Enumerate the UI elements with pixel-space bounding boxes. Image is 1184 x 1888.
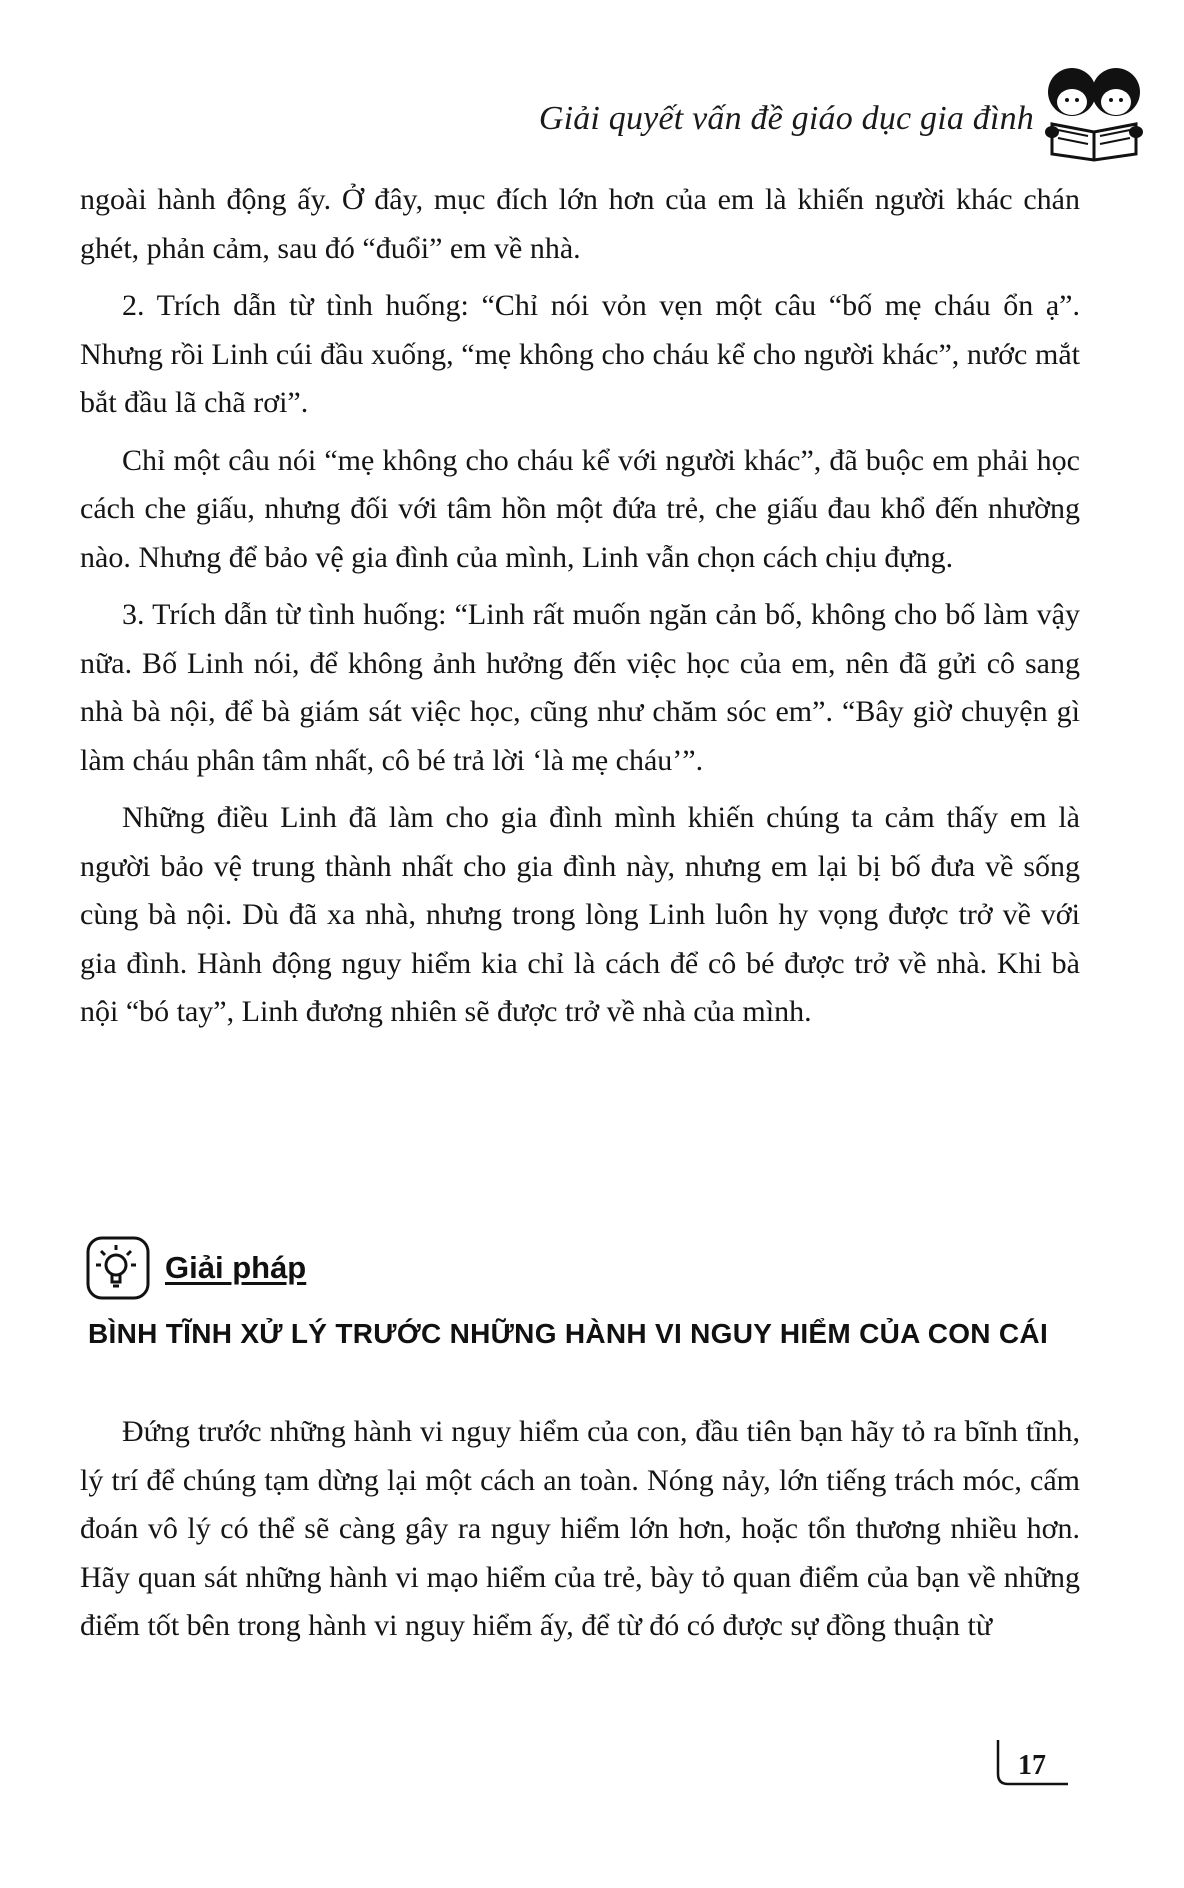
reading-children-icon [1038,62,1150,162]
lightbulb-icon [85,1235,151,1301]
main-text [80,176,1080,1046]
paragraph-analysis-3: Những điều Linh đã làm cho gia đình mình khiến chúng ta cảm thấy em là người bảo vệ trung thành nhất cho gia đình này, nhưng em lại bị bố đưa về sống cùng bà nội. Dù đã xa nhà, nhưng trong lòng Linh luôn hy vọng được trở về với gia đình. Hành động nguy hiểm kia chỉ là cách để cô bé được trở về nhà. Khi bà nội “bó tay”, Linh đương nhiên sẽ được trở về nhà của mình. [80,801,1080,1028]
paragraph-analysis-2: Chỉ một câu nói “mẹ không cho cháu kể với người khác”, đã buộc em phải học cách che giấu, nhưng đối với tâm hồn một đứa trẻ, che giấu đau khổ đến nhường nào. Nhưng để bảo vệ gia đình của mình, Linh vẫn chọn cách chịu đựng. [80,443,1080,574]
header-title: Giải quyết vấn đề giáo dục gia đình [538,100,1034,137]
section-text [80,1408,1080,1660]
page-footer [990,1738,1070,1788]
paragraph-continuation: ngoài hành động ấy. Ở đây, mục đích lớn hơn của em là khiến người khác chán ghét, phản cảm, sau đó “đuổi” em về nhà. [80,183,1080,265]
paragraph-quote-3: 3. Trích dẫn từ tình huống: “Linh rất muốn ngăn cản bố, không cho bố làm vậy nữa. Bố Linh nói, để không ảnh hưởng đến việc học của em, nên đã gửi cô sang nhà bà nội, để bà giám sát việc học, cũng như chăm sóc em”. “Bây giờ chuyện gì làm cháu phân tâm nhất, cô bé trả lời ‘là mẹ cháu’”. [80,598,1080,777]
section-heading: BÌNH TĨNH XỬ LÝ TRƯỚC NHỮNG HÀNH VI NGUY HIỂM CỦA CON CÁI [88,1318,1049,1349]
paragraph-quote-2: 2. Trích dẫn từ tình huống: “Chỉ nói vỏn vẹn một câu “bố mẹ cháu ổn ạ”. Nhưng rồi Linh cúi đầu xuống, “mẹ không cho cháu kể cho người khác”, nước mắt bắt đầu lã chã rơi”. [80,289,1080,419]
page-number: 17 [1018,1750,1046,1781]
section-paragraph: Đứng trước những hành vi nguy hiểm của con, đầu tiên bạn hãy tỏ ra bĩnh tĩnh, lý trí để chúng tạm dừng lại một cách an toàn. Nóng nảy, lớn tiếng trách móc, cấm đoán vô lý có thể sẽ càng gây ra nguy hiểm lớn hơn, hoặc tổn thương nhiều hơn. Hãy quan sát những hành vi mạo hiểm của trẻ, bày tỏ quan điểm của bạn về những điểm tốt bên trong hành vi nguy hiểm ấy, để từ đó có được sự đồng thuận từ [80,1415,1080,1642]
solution-heading [85,1232,306,1304]
solution-title: Giải pháp [165,1250,307,1285]
running-header [0,60,1184,180]
